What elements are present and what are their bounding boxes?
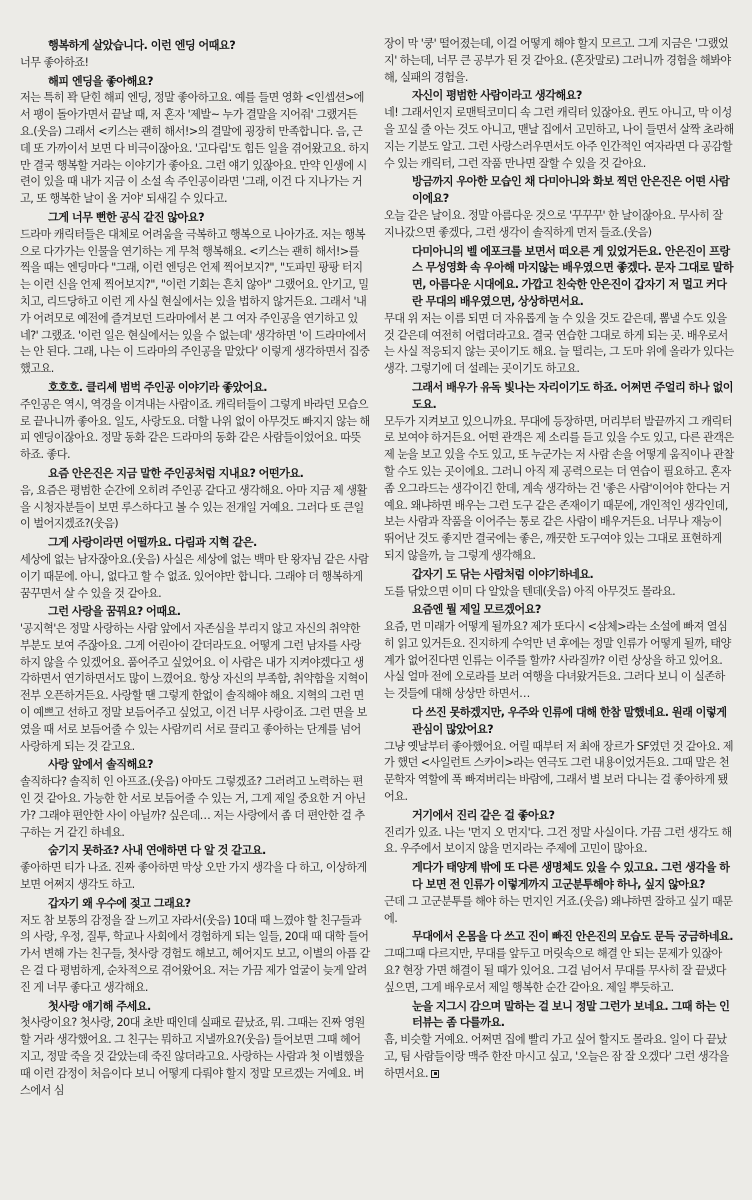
interview-question [384, 860, 734, 894]
interview-answer [384, 36, 734, 86]
question-text: 다 쓰진 못하겠지만, 우주와 인류에 대해 한참 말했네요. 원래 이렇게 관심이 많았어요? [412, 706, 727, 736]
answer-text: 무대 위 저는 이름 되면 더 자유롭게 놀 수 있을 것도 같은데, 뽐낼 수도 있을 것 같은데 여전히 어렵더라고요. 결국 연습한 그대로 하게 되는 곳. 배우로서는 사실 적응되지 않는 곳이기도 해요. 늘 떨리는, 그 도마 위에 올라가 있다는 생각. 그렇기에 더 설레는 곳이기도 하고요. [384, 311, 734, 376]
answer-text: 요즘, 먼 미래가 어떻게 될까요? 제가 또다시 <삼체>라는 소설에 빠져 열심히 읽고 있거든요. 진지하게 수억만 년 후에는 정말 인류가 어떻게 될까, 태양계가 없어진다면 인류는 이주를 할까? 사라질까? 이런 상상을 하고 있어요. 사실 얼마 전에 오로라를 보러 여행을 다녀왔거든요. 그러다 보니 이 실존하는 것들에 대해 상상만 하면서… [384, 620, 731, 701]
interview-answer [20, 621, 370, 755]
interview-question [384, 567, 734, 584]
answer-text: 그때그때 다르지만, 무대를 앞두고 머릿속으로 해결 안 되는 문제가 있잖아요? 현장 가면 해결이 될 때가 있어요. 그걸 넘어서 무대를 무사히 잘 끝냈다 싶으면, 그게 배우로서 제일 행복한 순간 같아요. 제일 뿌듯하고. [384, 947, 726, 994]
interview-answer [20, 552, 370, 602]
interview-answer [384, 414, 734, 565]
right-column [384, 36, 734, 1180]
interview-answer [384, 825, 734, 859]
interview-answer [384, 894, 734, 928]
interview-question [384, 244, 734, 311]
interview-question [20, 604, 370, 621]
interview-question [384, 602, 734, 619]
interview-answer [384, 311, 734, 378]
answer-text: 진리가 있죠. 나는 '먼지 오 먼지'다. 그건 정말 사실이다. 가끔 그런 생각도 해요. 우주에서 보이지 않을 먼지라는 주제에 고민이 많아요. [384, 825, 732, 856]
question-text: 눈을 지그시 감으며 말하는 걸 보니 정말 그런가 보네요. 그때 하는 인터뷰는 좀 다를까요. [412, 999, 730, 1030]
interview-answer [20, 90, 370, 208]
interview-answer [384, 1032, 734, 1082]
interview-answer [20, 1015, 370, 1099]
question-text: 첫사랑 얘기해 주세요. [48, 999, 151, 1013]
interview-answer [20, 774, 370, 841]
interview-question [20, 757, 370, 774]
question-text: 그게 너무 뻔한 공식 같진 않아요? [48, 210, 205, 224]
interview-question [20, 466, 370, 483]
question-text: 요즘 안은진은 지금 말한 주인공처럼 지내요? 어떤가요. [48, 466, 304, 480]
question-text: 숨기지 못하죠? 사내 연애하면 다 알 것 같고요. [48, 844, 266, 858]
interview-answer [20, 483, 370, 533]
interview-question [384, 929, 734, 946]
answer-text: 네! 그래서인지 로맨틱코미디 속 그런 캐릭터 있잖아요. 퀸도 아니고, 막 이성을 꼬실 줄 아는 것도 아니고, 맨날 집에서 고민하고, 나이 들면서 살짝 초라해지는 기분도 알고. 그런 사랑스러우면서도 아주 인간적인 여자라면 다 공감할 수 있는 캐릭터, 그런 작품 만나면 잘할 수 있을 것 같아요. [384, 106, 734, 170]
interview-answer [384, 584, 734, 601]
question-text: 갑자기 왜 우수에 젖고 그래요? [48, 896, 191, 910]
answer-text: 주인공은 역시, 역경을 이겨내는 사람이죠. 캐릭터들이 그렇게 바라던 모습으로 끝나니까 좋아요. 일도, 사랑도요. 더할 나위 없이 아무것도 빠지지 않는 해피 엔딩이잖아요. 정말 동화 같은 드라마의 동화 같은 사람들이었어요. 따뜻하죠. 좋다. [20, 397, 370, 462]
question-text: 자신이 평범한 사람이라고 생각해요? [412, 89, 582, 103]
interview-answer [384, 208, 734, 242]
interview-answer [20, 913, 370, 997]
answer-text: 장이 막 '쿵' 떨어졌는데, 이걸 어떻게 해야 할지 모르고. 그게 지금은 '그랬었지' 하는데, 너무 큰 공부가 된 것 같아요. (혼잣말로) 그러니까 경험을 해봐야 해, 실패의 경험을. [384, 37, 731, 84]
answer-text: 드라마 캐릭터들은 대체로 어려움을 극복하고 행복으로 나아가죠. 저는 행복으로 다가가는 인물을 연기하는 게 무척 행복해요. <키스는 괜히 해서!>를 찍을 때는 엔딩마다 "그래, 이런 엔딩은 언제 찍어보지?", "도파민 팡팡 터지는 이런 신을 언제 찍어보지?", "이런 기회는 흔치 않아" 그랬어요. 안기고, 밀치고, 리드당하고 이런 게 사실 현실에서는 있을 법하지 않거든요. 그래서 '내가 어려모로 예전에 즐겨보던 드라마에서 본 그 여자 주인공을 연기하고 있네?' 그랬죠. '이런 일은 현실에서는 있을 수 없는데' 생각하면 '이 드라마에서는 안 된다. 그래, 나는 이 드라마의 주인공을 맡았다' 이렇게 생각하면서 집중했고요. [20, 227, 370, 376]
interview-question [20, 896, 370, 913]
interview-answer [384, 739, 734, 806]
answer-text: '공지혁'은 정말 사랑하는 사람 앞에서 자존심을 부리지 않고 자신의 취약한 부분도 보여 주잖아요. 그게 어린아이 같더라도요. 어떻게 그런 남자를 사랑하지 않을 수 있겠어요. 품어주고 싶었어요. 이 사람은 내가 지켜야겠다고 생각하면서 연기하면서도 많이 느꼈어요. 항상 자신의 부족함, 취약함을 지혁이 전부 오픈하거든요. 사랑할 땐 그렇게 한없이 솔직해야 해요. 지혁의 그런 면이 예쁘고 선하고 정말 보듬어주고 싶었고, 이건 너무 사랑이죠. 그런 면을 보였을 때 서로 보듬어줄 수 있는 사람끼리 서로 끌리고 좋아하는 단계를 넘어 사랑하게 되는 것 같고요. [20, 622, 369, 753]
left-column [20, 36, 370, 1180]
answer-text: 세상에 없는 남자잖아요.(웃음) 사실은 세상에 없는 백마 탄 왕자님 같은 사람이기 때문에. 아니, 없다고 할 수 없죠. 있어야만 합니다. 그래야 더 행복하게 꿈꾸면서 살 수 있을 것 같아요. [20, 552, 369, 600]
answer-text: 모두가 지켜보고 있으니까요. 무대에 등장하면, 머리부터 발끝까지 그 캐릭터로 보여야 하거든요. 어떤 관객은 제 소리를 듣고 있을 수도 있고, 다른 관객은 제 눈을 보고 있을 수도 있고, 또 누군가는 저 사람 손을 어떻게 움직이나 관찰할 수도 있는 곳이에요. 그러니 아직 제 공력으로는 더 연습이 필요하고. 혼자 좀 오그라드는 생각이긴 한데, 계속 생각하는 건 '좋은 사람'이어야 한다는 거예요. 왜냐하면 배우는 그런 도구 같은 존재이기 때문에, 개인적인 생각인데, 보는 사람과 작품을 이어주는 통로 같은 사람이 배우거든요. 너무나 재능이 뛰어난 것도 좋지만 결국에는 좋은, 깨끗한 도구여야 있는 그대로 표현하게 되지 않을까, 늘 그렇게 생각해요. [384, 414, 734, 562]
question-text: 게다가 태양계 밖에 또 다른 생명체도 있을 수 있고요. 그런 생각을 하다 보면 전 인류가 이렇게까지 고군분투해야 하나, 싶지 않아요? [412, 861, 730, 892]
interview-question [384, 174, 734, 208]
answer-text: 좋아하면 티가 나죠. 진짜 좋아하면 막상 오만 가지 생각을 다 하고, 이상하게 보면 어쩌지 생각도 하고. [20, 861, 367, 892]
answer-text: 도를 닦았으면 이미 다 알았을 텐데(웃음) 아직 아무것도 몰라요. [384, 584, 676, 598]
answer-text: 저도 참 보통의 감정을 잘 느끼고 자라서(웃음) 10대 때 느꼈야 할 친구들과의 사랑, 우정, 질투, 학교나 사회에서 경험하게 되는 일들, 20대 때 대학 들어가서 변해 가는 친구들, 첫사랑 경험도 해보고, 헤어지도 보고, 이별의 아픔 같은 걸 다 평범하게, 순차적으로 겪어왔어요. 저는 가끔 제가 얼굴이 늦게 알려진 게 너무 좋다고 생각해요. [20, 913, 370, 994]
interview-question [20, 38, 370, 55]
answer-text: 솔직하다? 솔직히 인 아프죠.(웃음) 아마도 그렇겠죠? 그러려고 노력하는 편인 것 같아요. 가능한 한 서로 보듬어줄 수 있는 거, 그게 제일 중요한 거 아닌가? 그래야 편안한 사이 아닐까? 싶은데… 저는 사랑에서 좀 더 편안한 걸 추구하는 거 같긴 하네요. [20, 775, 366, 839]
question-text: 사랑 앞에서 솔직해요? [48, 758, 153, 772]
interview-question [20, 535, 370, 552]
question-text: 행복하게 살았습니다. 이런 엔딩 어때요? [48, 39, 236, 52]
question-text: 다미아니의 벨 에포크를 보면서 떠오른 게 있었거든요. 안은진이 프랑스 무성영화 속 우아해 마지않는 배우였으면 좋겠다. 문자 그대로 말하면, 아름다운 시대에요. 가깝고 친숙한 안은진이 갑자기 저 멀고 커다란 무대의 배우였으면, 상상하면서요. [412, 244, 734, 308]
answer-text: 그냥 옛날부터 좋아했어요. 어릴 때부터 저 최애 장르가 SF였던 것 같아요. 제가 했던 <사일런트 스카이>라는 연극도 그런 내용이었거든요. 그때 말은 천문학자 역할에 푹 빠져버리는 바람에, 그래서 별 보러 다니는 걸 좋아하게 됐어요. [384, 739, 733, 804]
end-mark-icon [431, 1070, 439, 1078]
interview-question [384, 705, 734, 739]
interview-answer [20, 227, 370, 378]
question-text: 요즘엔 뭘 제일 모르겠어요? [412, 603, 541, 617]
interview-answer [20, 860, 370, 894]
interview-answer [20, 397, 370, 464]
question-text: 그래서 배우가 유독 빛나는 자리이기도 하죠. 어쩌면 주얼리 하나 없이도요. [412, 380, 734, 411]
interview-answer [384, 619, 734, 703]
answer-text: 너무 좋아하죠! [20, 55, 89, 69]
interview-question [384, 808, 734, 825]
interview-question [20, 843, 370, 860]
question-text: 호호호. 클리셰 범벅 주인공 이야기라 좋았어요. [48, 380, 268, 394]
interview-question [384, 999, 734, 1033]
interview-question [20, 210, 370, 227]
interview-question [384, 88, 734, 105]
interview-question [20, 380, 370, 397]
question-text: 무대에서 온몸을 다 쓰고 진이 빠진 안은진의 모습도 문득 궁금하네요. [412, 930, 734, 944]
answer-text: 흠, 비슷할 거예요. 어쩌면 집에 빨리 가고 싶어 할지도 몰라요. 일이 다 끝났고, 팀 사람들이랑 맥주 한잔 마시고 싶고, '오늘은 잠 잘 오겠다' 그런 생각을 하면서요. [384, 1033, 729, 1080]
answer-text: 근데 그 고군분투를 해야 하는 먼지인 거죠.(웃음) 왜냐하면 잘하고 싶기 때문에. [384, 894, 733, 925]
question-text: 그게 사랑이라면 어떨까요. 다림과 지혁 같은. [48, 536, 257, 550]
interview-answer [20, 55, 370, 72]
question-text: 그런 사랑을 꿈꿔요? 어때요. [48, 605, 181, 619]
question-text: 갑자기 도 닦는 사람처럼 이야기하네요. [412, 567, 594, 581]
answer-text: 오늘 같은 날이요. 정말 아름다운 것으로 '꾸꾸꾸' 한 날이잖아요. 무사히 잘 지나갔으면 좋겠다, 그런 생각이 솔직하게 먼저 들죠.(웃음) [384, 208, 723, 239]
interview-question [20, 999, 370, 1016]
question-text: 거기에서 진리 같은 걸 좋아요? [412, 808, 555, 822]
answer-text: 첫사랑이요? 첫사랑, 20대 초반 때인데 실패로 끝났죠, 뭐. 그때는 진짜 영원할 거라 생각했어요. 그 친구는 뭐하고 지낼까요?(웃음) 들어보면 그때 헤어지고, 정말 죽을 것 같았는데 죽진 않더라고요. 사랑하는 사람과 첫 이별했을 때 이런 감정이 처음이다 보니 어떻게 다뤄야 할지 정말 모르겠는 거예요. 버스에서 심 [20, 1016, 365, 1097]
interview-question [20, 74, 370, 91]
question-text: 방금까지 우아한 모습인 채 다미아니와 화보 찍던 안은진은 어떤 사람이에요? [412, 175, 730, 206]
interview-question [384, 380, 734, 414]
answer-text: 저는 특히 꽉 닫힌 해피 엔딩, 정말 좋아하고요. 예를 들면 영화 <인셉션>에서 팽이 돌아가면서 끝날 때, 저 혼자 '제발~ 누가 결말을 지어줘' 그랬거든요.(웃음) 그래서 <키스는 괜히 해서!>의 결말에 굉장히 만족합니다. 음, 근데 또 가까이서 보면 다 비극이잖아요. '고다림'도 힘든 일을 겪어왔고요. 하지만 결국 행복할 거라는 이야기가 좋아요. 그런 얘기 있잖아요. 만약 인생에 시련이 있을 때 내가 지금 이 소설 속 주인공이라면 '그래, 이건 다 지나가는 거고, 또 행복한 날이 올 거야' 되새길 수 있다고. [20, 91, 369, 206]
answer-text: 음, 요즘은 평범한 순간에 오히려 주인공 같다고 생각해요. 아마 지금 제 생활을 시청자분들이 보면 루스하다고 볼 수 있는 전개일 거예요. 그러다 또 큰일이 벌어지겠죠?(웃음) [20, 483, 367, 531]
question-text: 해피 엔딩을 좋아해요? [48, 74, 153, 88]
interview-answer [384, 946, 734, 996]
interview-answer [384, 105, 734, 172]
